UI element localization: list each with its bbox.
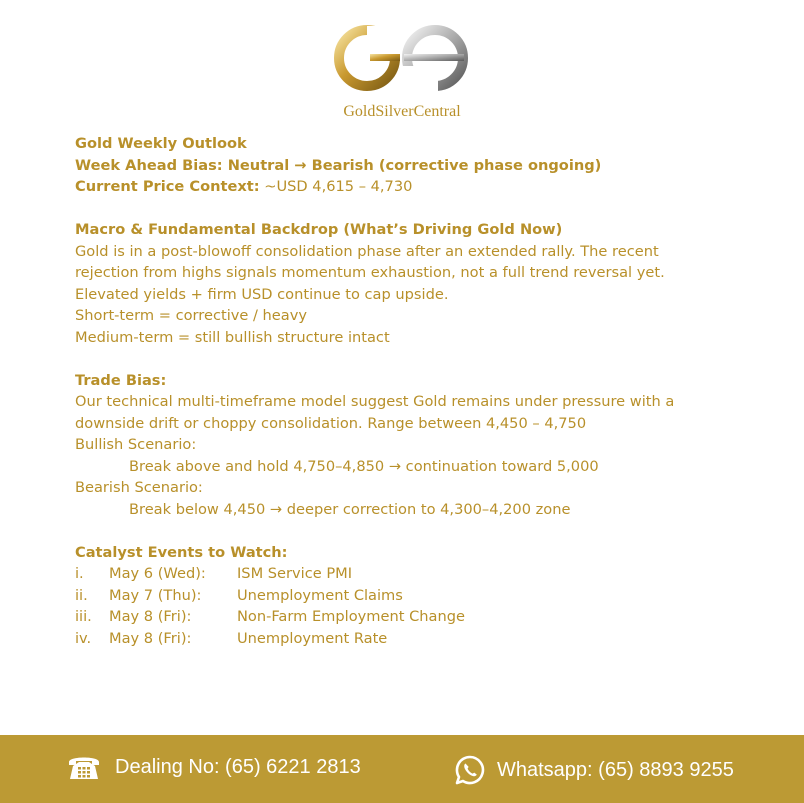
whatsapp-contact[interactable] <box>454 754 734 786</box>
contact-footer <box>0 735 804 803</box>
catalyst-event: Non-Farm Employment Change <box>237 608 465 625</box>
bearish-scenario-label: Bearish Scenario: <box>75 479 203 496</box>
macro-line: Short-term = corrective / heavy <box>75 307 308 324</box>
bullish-scenario-label: Bullish Scenario: <box>75 436 197 453</box>
price-context-value: ~USD 4,615 – 4,730 <box>259 178 413 195</box>
macro-line: rejection from highs signals momentum exhaustion, not a full trend reversal yet. <box>75 264 665 281</box>
catalyst-event: Unemployment Claims <box>237 586 403 604</box>
price-context-label: Current Price Context: <box>75 178 260 195</box>
catalyst-date: May 7 (Thu): <box>109 586 202 604</box>
outlook-body <box>75 133 735 649</box>
catalyst-date: May 8 (Fri): <box>109 608 192 625</box>
macro-line: Elevated yields + firm USD continue to cap upside. <box>75 285 449 303</box>
bearish-scenario-detail: Break below 4,450 → deeper correction to 4,300–4,200 zone <box>129 500 571 518</box>
trade-bias-line: Our technical multi-timeframe model suggest Gold remains under pressure with a <box>75 393 675 410</box>
catalyst-number: i. <box>75 565 84 582</box>
catalyst-event: ISM Service PMI <box>237 565 353 582</box>
macro-heading: Macro & Fundamental Backdrop (What’s Driving Gold Now) <box>75 221 563 238</box>
price-context <box>75 176 735 198</box>
catalyst-item <box>75 585 735 607</box>
trade-bias-line: downside drift or choppy consolidation. Range between 4,450 – 4,750 <box>75 414 587 432</box>
catalyst-item <box>75 628 735 650</box>
catalyst-event: Unemployment Rate <box>237 629 388 647</box>
bullish-scenario-detail: Break above and hold 4,750–4,850 → continuation toward 5,000 <box>129 457 599 475</box>
catalyst-number: ii. <box>75 586 88 604</box>
macro-line: Medium-term = still bullish structure intact <box>75 328 390 346</box>
goldsilvercentral-logo <box>330 20 475 122</box>
whatsapp-number: Whatsapp: (65) 8893 9255 <box>497 758 734 781</box>
catalyst-heading: Catalyst Events to Watch: <box>75 543 288 561</box>
page-title: Gold Weekly Outlook <box>75 135 247 152</box>
whatsapp-icon <box>454 754 486 786</box>
catalyst-number: iii. <box>75 608 92 625</box>
catalyst-number: iv. <box>75 629 92 647</box>
catalyst-item <box>75 606 735 628</box>
catalyst-date: May 8 (Fri): <box>109 629 192 647</box>
telephone-icon <box>67 753 101 781</box>
dealing-contact[interactable] <box>67 753 361 781</box>
macro-line: Gold is in a post-blowoff consolidation phase after an extended rally. The recent <box>75 242 659 260</box>
trade-bias-heading: Trade Bias: <box>75 371 167 389</box>
week-ahead-bias: Week Ahead Bias: Neutral → Bearish (corrective phase ongoing) <box>75 156 602 174</box>
logo-wordmark: GoldSilverCentral <box>343 103 461 120</box>
catalyst-date: May 6 (Wed): <box>109 565 206 582</box>
dealing-number: Dealing No: (65) 6221 2813 <box>115 755 361 778</box>
catalyst-item <box>75 563 735 585</box>
